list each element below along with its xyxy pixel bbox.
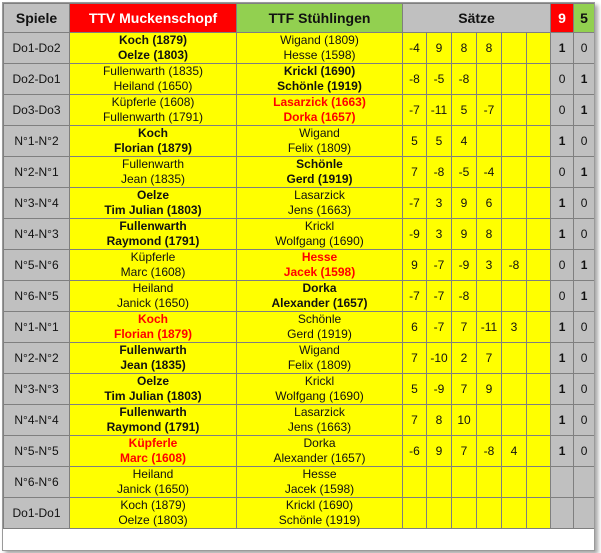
player-name: Florian (1879) [113, 327, 193, 341]
set-score: -7 [403, 95, 427, 126]
match-row [4, 95, 595, 126]
player-name: Heiland (1650) [113, 79, 193, 93]
player-name: Hesse [302, 467, 337, 481]
match-table [3, 3, 595, 529]
player-home-cell [70, 436, 237, 467]
points-away: 0 [574, 33, 595, 64]
set-score: 9 [403, 250, 427, 281]
points-home: 1 [551, 436, 574, 467]
set-score: -8 [477, 436, 502, 467]
set-score: -7 [427, 312, 452, 343]
set-score: 5 [403, 126, 427, 157]
player-name: Jean (1835) [120, 358, 186, 372]
match-row [4, 467, 595, 498]
player-home-cell [70, 343, 237, 374]
points-home: 1 [551, 312, 574, 343]
set-score: -4 [403, 33, 427, 64]
set-score: -5 [427, 64, 452, 95]
set-score: -7 [427, 250, 452, 281]
points-home: 1 [551, 374, 574, 405]
set-score [527, 436, 551, 467]
set-score [527, 405, 551, 436]
player-away-cell [237, 312, 403, 343]
player-home-cell [70, 498, 237, 529]
player-name: Krickl [304, 374, 335, 388]
player-home-cell [70, 33, 237, 64]
set-score: 2 [452, 343, 477, 374]
player-name: Jacek (1598) [283, 265, 356, 279]
set-score [527, 374, 551, 405]
set-score: 7 [452, 374, 477, 405]
player-away-cell [237, 281, 403, 312]
set-score: 7 [403, 157, 427, 188]
player-away-cell [237, 64, 403, 95]
header-spiele: Spiele [4, 4, 70, 33]
match-label: N°1-N°1 [4, 312, 70, 343]
set-score: 3 [427, 188, 452, 219]
player-name: Oelze [136, 374, 169, 388]
match-label: Do1-Do2 [4, 33, 70, 64]
set-score: -11 [427, 95, 452, 126]
points-home: 0 [551, 281, 574, 312]
match-label: N°5-N°5 [4, 436, 70, 467]
player-name: Koch (1879) [120, 498, 186, 512]
points-away: 1 [574, 64, 595, 95]
player-name: Raymond (1791) [106, 234, 200, 248]
match-row [4, 188, 595, 219]
player-name: Marc (1608) [119, 451, 187, 465]
player-home-cell [70, 467, 237, 498]
header-row [4, 4, 595, 33]
player-name: Fullenwarth [119, 219, 187, 233]
player-name: Koch [138, 126, 168, 140]
set-score [477, 281, 502, 312]
player-name: Wolfgang (1690) [275, 234, 364, 248]
player-name: Fullenwarth [119, 343, 187, 357]
set-score: 8 [477, 219, 502, 250]
set-score: 8 [477, 33, 502, 64]
player-name: Fullenwarth (1791) [102, 110, 204, 124]
set-score: 9 [427, 436, 452, 467]
player-away-cell [237, 33, 403, 64]
match-row [4, 374, 595, 405]
results-sheet [2, 2, 595, 551]
player-name: Schönle (1919) [278, 513, 361, 527]
match-label: N°4-N°4 [4, 405, 70, 436]
player-home-cell [70, 64, 237, 95]
set-score [427, 498, 452, 529]
match-row [4, 343, 595, 374]
set-score [477, 498, 502, 529]
points-home: 0 [551, 95, 574, 126]
set-score [527, 126, 551, 157]
set-score [527, 33, 551, 64]
set-score [477, 126, 502, 157]
match-row [4, 157, 595, 188]
set-score [502, 374, 527, 405]
match-row [4, 219, 595, 250]
header-team-home: TTV Muckenschopf [70, 4, 237, 33]
points-away: 1 [574, 95, 595, 126]
match-label: N°1-N°2 [4, 126, 70, 157]
player-name: Küpferle [128, 436, 178, 450]
set-score: 7 [403, 405, 427, 436]
set-score: 9 [477, 374, 502, 405]
points-home: 1 [551, 405, 574, 436]
set-score [527, 157, 551, 188]
player-home-cell [70, 250, 237, 281]
player-name: Wigand [299, 343, 340, 357]
points-away: 0 [574, 374, 595, 405]
player-home-cell [70, 219, 237, 250]
set-score [452, 467, 477, 498]
points-away: 0 [574, 343, 595, 374]
set-score [527, 219, 551, 250]
header-team-away: TTF Stühlingen [237, 4, 403, 33]
set-score [527, 281, 551, 312]
player-name: Fullenwarth [121, 157, 185, 171]
set-score [502, 467, 527, 498]
player-name: Jacek (1598) [284, 482, 355, 496]
match-label: N°3-N°3 [4, 374, 70, 405]
set-score: 9 [452, 219, 477, 250]
set-score [477, 467, 502, 498]
set-score [477, 405, 502, 436]
set-score [527, 250, 551, 281]
set-score: -9 [427, 374, 452, 405]
player-name: Alexander (1657) [273, 451, 366, 465]
player-name: Lasarzick [294, 188, 345, 202]
player-name: Felix (1809) [287, 358, 352, 372]
set-score [502, 126, 527, 157]
player-name: Raymond (1791) [106, 420, 200, 434]
set-score: 4 [502, 436, 527, 467]
points-home [551, 498, 574, 529]
player-home-cell [70, 95, 237, 126]
set-score [502, 219, 527, 250]
set-score [502, 33, 527, 64]
player-name: Felix (1809) [287, 141, 352, 155]
player-name: Tim Julian (1803) [104, 389, 202, 403]
match-row [4, 436, 595, 467]
player-name: Dorka [302, 281, 337, 295]
set-score [502, 343, 527, 374]
set-score: 10 [452, 405, 477, 436]
player-home-cell [70, 188, 237, 219]
set-score: -8 [452, 64, 477, 95]
set-score [527, 64, 551, 95]
player-name: Fullenwarth [119, 405, 187, 419]
player-away-cell [237, 250, 403, 281]
points-away [574, 498, 595, 529]
header-saetze: Sätze [403, 4, 551, 33]
player-away-cell [237, 405, 403, 436]
player-home-cell [70, 405, 237, 436]
set-score: -8 [427, 157, 452, 188]
set-score: 5 [403, 374, 427, 405]
player-name: Krickl [304, 219, 335, 233]
set-score [502, 157, 527, 188]
set-score: 9 [452, 188, 477, 219]
match-label: N°2-N°2 [4, 343, 70, 374]
player-name: Küpferle (1608) [111, 95, 195, 109]
player-name: Alexander (1657) [271, 296, 368, 310]
set-score: 7 [477, 343, 502, 374]
set-score: -10 [427, 343, 452, 374]
points-away: 1 [574, 250, 595, 281]
set-score [527, 343, 551, 374]
player-home-cell [70, 312, 237, 343]
player-away-cell [237, 436, 403, 467]
set-score [527, 188, 551, 219]
set-score [477, 64, 502, 95]
set-score [527, 498, 551, 529]
points-away: 1 [574, 281, 595, 312]
player-away-cell [237, 157, 403, 188]
points-home: 1 [551, 343, 574, 374]
set-score: -8 [403, 64, 427, 95]
points-home: 0 [551, 250, 574, 281]
player-name: Schönle [296, 157, 343, 171]
set-score [452, 498, 477, 529]
set-score [502, 188, 527, 219]
set-score: 7 [403, 343, 427, 374]
match-row [4, 126, 595, 157]
player-away-cell [237, 467, 403, 498]
points-away: 0 [574, 312, 595, 343]
header-score-home: 9 [551, 4, 574, 33]
player-name: Oelze [136, 188, 169, 202]
points-home: 1 [551, 188, 574, 219]
player-name: Heiland [132, 281, 174, 295]
player-name: Oelze (1803) [118, 513, 188, 527]
points-home: 0 [551, 157, 574, 188]
player-away-cell [237, 95, 403, 126]
set-score: -6 [403, 436, 427, 467]
player-name: Janick (1650) [116, 296, 190, 310]
player-name: Wolfgang (1690) [275, 389, 364, 403]
match-label: N°2-N°1 [4, 157, 70, 188]
player-name: Gerd (1919) [287, 327, 352, 341]
player-away-cell [237, 498, 403, 529]
player-away-cell [237, 374, 403, 405]
points-away: 1 [574, 157, 595, 188]
player-name: Marc (1608) [120, 265, 186, 279]
points-home: 0 [551, 64, 574, 95]
player-name: Dorka [303, 436, 336, 450]
player-name: Hesse [301, 250, 338, 264]
player-name: Dorka (1657) [283, 110, 356, 124]
set-score: 3 [502, 312, 527, 343]
player-name: Lasarzick [294, 405, 345, 419]
points-away: 0 [574, 219, 595, 250]
player-away-cell [237, 343, 403, 374]
match-row [4, 405, 595, 436]
points-home: 1 [551, 33, 574, 64]
match-label: Do2-Do1 [4, 64, 70, 95]
set-score: -4 [477, 157, 502, 188]
player-name: Fullenwarth (1835) [102, 64, 204, 78]
set-score [502, 405, 527, 436]
set-score: -7 [403, 281, 427, 312]
player-name: Krickl (1690) [283, 64, 356, 78]
match-row [4, 33, 595, 64]
set-score: -11 [477, 312, 502, 343]
player-name: Oelze (1803) [117, 48, 189, 62]
set-score: 6 [477, 188, 502, 219]
set-score [527, 467, 551, 498]
set-score: 5 [427, 126, 452, 157]
set-score: -9 [452, 250, 477, 281]
set-score: -7 [477, 95, 502, 126]
header-score-away: 5 [574, 4, 595, 33]
match-label: N°6-N°5 [4, 281, 70, 312]
match-label: N°6-N°6 [4, 467, 70, 498]
set-score [403, 467, 427, 498]
points-away: 0 [574, 188, 595, 219]
match-label: N°5-N°6 [4, 250, 70, 281]
match-label: Do1-Do1 [4, 498, 70, 529]
set-score: 3 [477, 250, 502, 281]
match-row [4, 250, 595, 281]
set-score: 7 [452, 436, 477, 467]
set-score [403, 498, 427, 529]
player-name: Krickl (1690) [285, 498, 354, 512]
player-name: Lasarzick (1663) [273, 95, 366, 109]
player-name: Hesse (1598) [283, 48, 356, 62]
match-label: N°3-N°4 [4, 188, 70, 219]
set-score: 7 [452, 312, 477, 343]
match-row [4, 281, 595, 312]
player-name: Jens (1663) [287, 203, 352, 217]
player-name: Wigand (1809) [280, 33, 359, 47]
set-score: 4 [452, 126, 477, 157]
set-score: 8 [427, 405, 452, 436]
set-score [502, 281, 527, 312]
set-score: 3 [427, 219, 452, 250]
match-row [4, 64, 595, 95]
player-name: Koch [138, 312, 168, 326]
match-row [4, 498, 595, 529]
set-score: 9 [427, 33, 452, 64]
player-name: Küpferle [130, 250, 176, 264]
set-score [427, 467, 452, 498]
set-score: -8 [452, 281, 477, 312]
set-score: -8 [502, 250, 527, 281]
player-name: Gerd (1919) [286, 172, 353, 186]
points-home: 1 [551, 219, 574, 250]
player-name: Tim Julian (1803) [104, 203, 202, 217]
set-score: -5 [452, 157, 477, 188]
player-name: Jens (1663) [287, 420, 352, 434]
points-away: 0 [574, 436, 595, 467]
set-score: -9 [403, 219, 427, 250]
player-name: Wigand [299, 126, 340, 140]
points-away: 0 [574, 405, 595, 436]
player-name: Heiland [132, 467, 174, 481]
player-away-cell [237, 219, 403, 250]
points-away [574, 467, 595, 498]
player-away-cell [237, 126, 403, 157]
points-home [551, 467, 574, 498]
set-score: -7 [427, 281, 452, 312]
set-score [527, 312, 551, 343]
player-away-cell [237, 188, 403, 219]
set-score: -7 [403, 188, 427, 219]
set-score [502, 95, 527, 126]
set-score: 5 [452, 95, 477, 126]
player-name: Jean (1835) [120, 172, 186, 186]
points-home: 1 [551, 126, 574, 157]
player-home-cell [70, 281, 237, 312]
player-name: Schönle (1919) [277, 79, 362, 93]
set-score: 6 [403, 312, 427, 343]
player-name: Janick (1650) [116, 482, 190, 496]
player-name: Florian (1879) [113, 141, 193, 155]
set-score: 8 [452, 33, 477, 64]
player-home-cell [70, 374, 237, 405]
set-score [527, 95, 551, 126]
match-label: Do3-Do3 [4, 95, 70, 126]
set-score [502, 64, 527, 95]
player-home-cell [70, 126, 237, 157]
set-score [502, 498, 527, 529]
points-away: 0 [574, 126, 595, 157]
player-name: Koch (1879) [118, 33, 188, 47]
match-label: N°4-N°3 [4, 219, 70, 250]
match-row [4, 312, 595, 343]
player-home-cell [70, 157, 237, 188]
player-name: Schönle [297, 312, 342, 326]
